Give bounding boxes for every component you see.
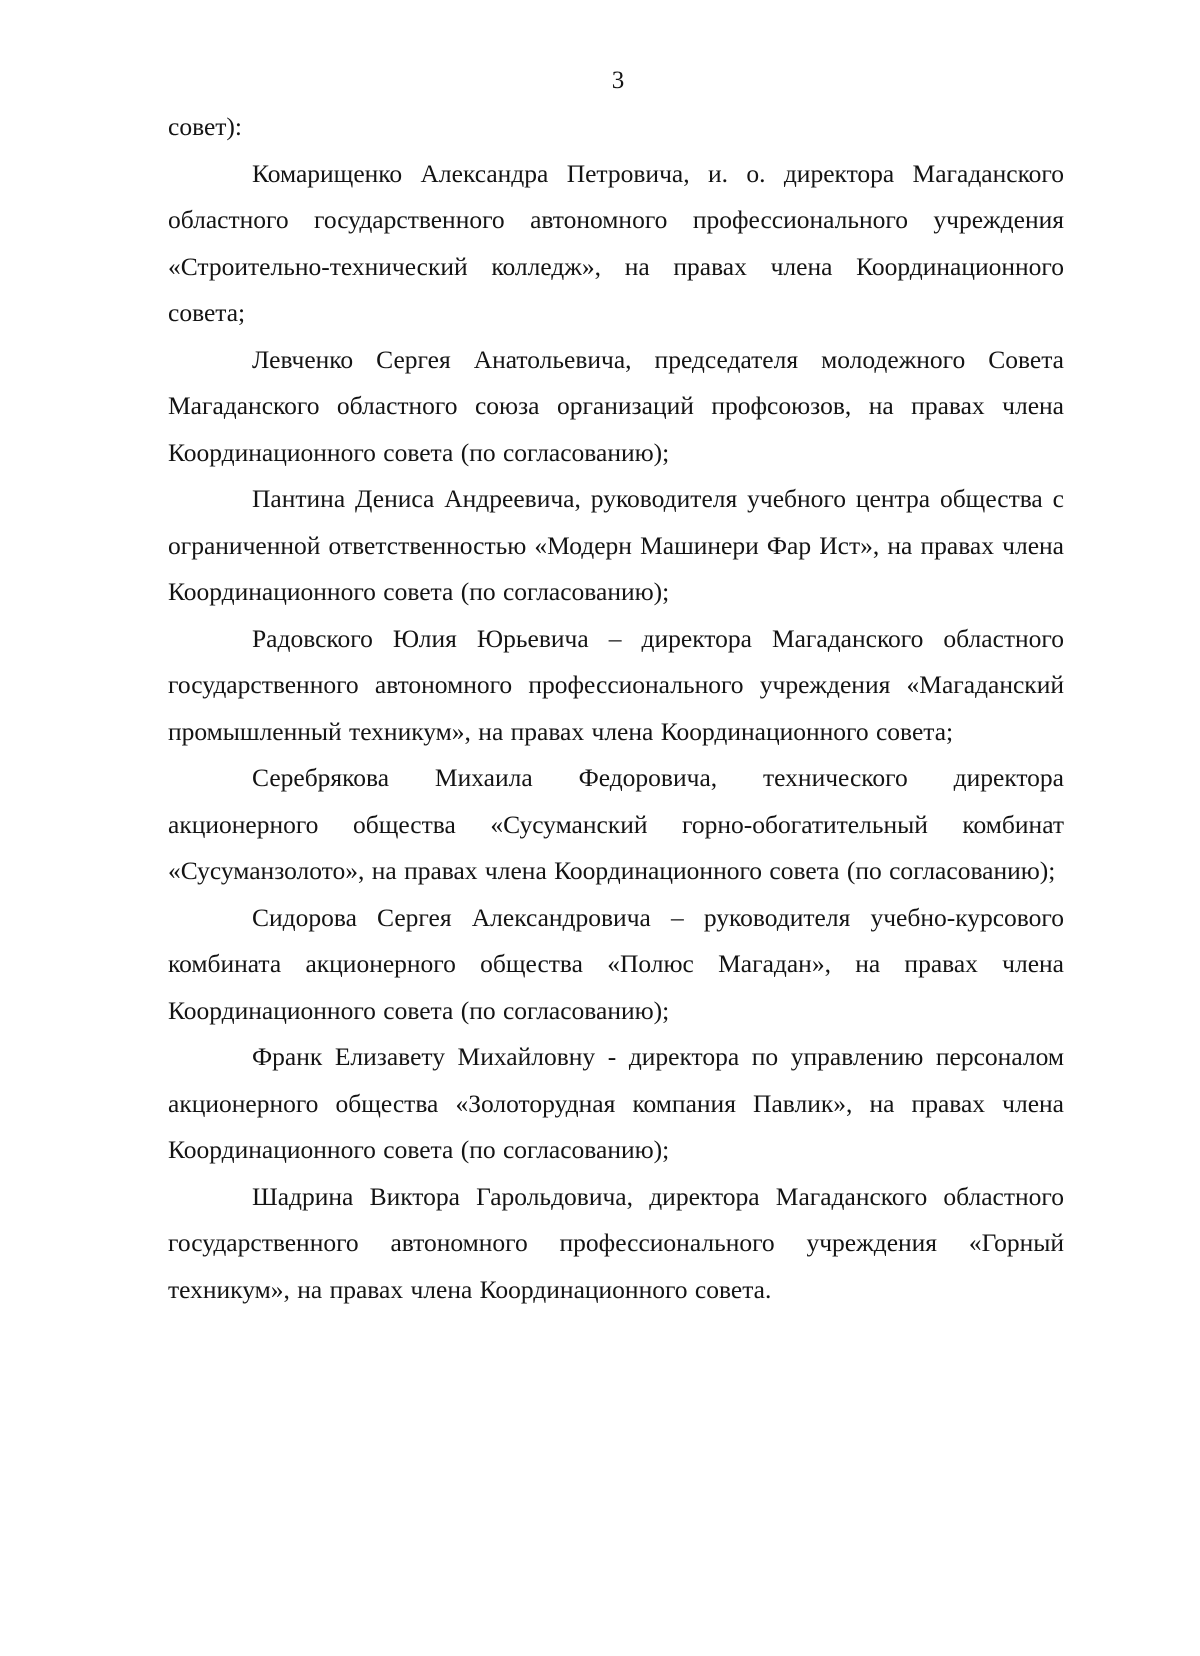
paragraph-member-pantin: Пантина Дениса Андреевича, руководителя учебного центра общества с ограниченной ответственностью «Модерн Машинери Фар Ист», на правах члена Координационного совета (по согласованию); [168, 484, 1064, 606]
paragraph-member-levchenko: Левченко Сергея Анатольевича, председателя молодежного Совета Магаданского областного союза организаций профсоюзов, на правах члена Координационного совета (по согласованию); [168, 344, 1064, 467]
page-number: 3 [611, 67, 625, 94]
paragraph-member-serebryakov: Серебрякова Михаила Федоровича, технического директора акционерного общества «Сусуманский горно-обогатительный комбинат «Сусуманзолото», на правах члена Координационного совета (по согласованию); [168, 763, 1064, 885]
paragraph-member-komarishchenko: Комарищенко Александра Петровича, и. о. директора Магаданского областного государственного автономного профессионального учреждения «Строительно-технический колледж», на правах члена Координационного совета; [168, 158, 1064, 327]
paragraph-member-sidorov: Сидорова Сергея Александровича – руководителя учебно-курсового комбината акционерного общества «Полюс Магадан», на правах члена Координационного совета (по согласованию); [168, 902, 1064, 1025]
paragraph-intro-tail: совет): [168, 112, 242, 141]
document-body [168, 104, 1064, 1313]
paragraph-member-frank: Франк Елизавету Михайловну - директора по управлению персоналом акционерного общества «Золоторудная компания Павлик», на правах члена Координационного совета (по согласованию); [168, 1042, 1064, 1164]
paragraph-member-shadrin: Шадрина Виктора Гарольдовича, директора Магаданского областного государственного автономного профессионального учреждения «Горный техникум», на правах члена Координационного совета. [168, 1181, 1064, 1304]
paragraph-member-radovsky: Радовского Юлия Юрьевича – директора Магаданского областного государственного автономного профессионального учреждения «Магаданский промышленный техникум», на правах члена Координационного совета; [168, 623, 1064, 746]
